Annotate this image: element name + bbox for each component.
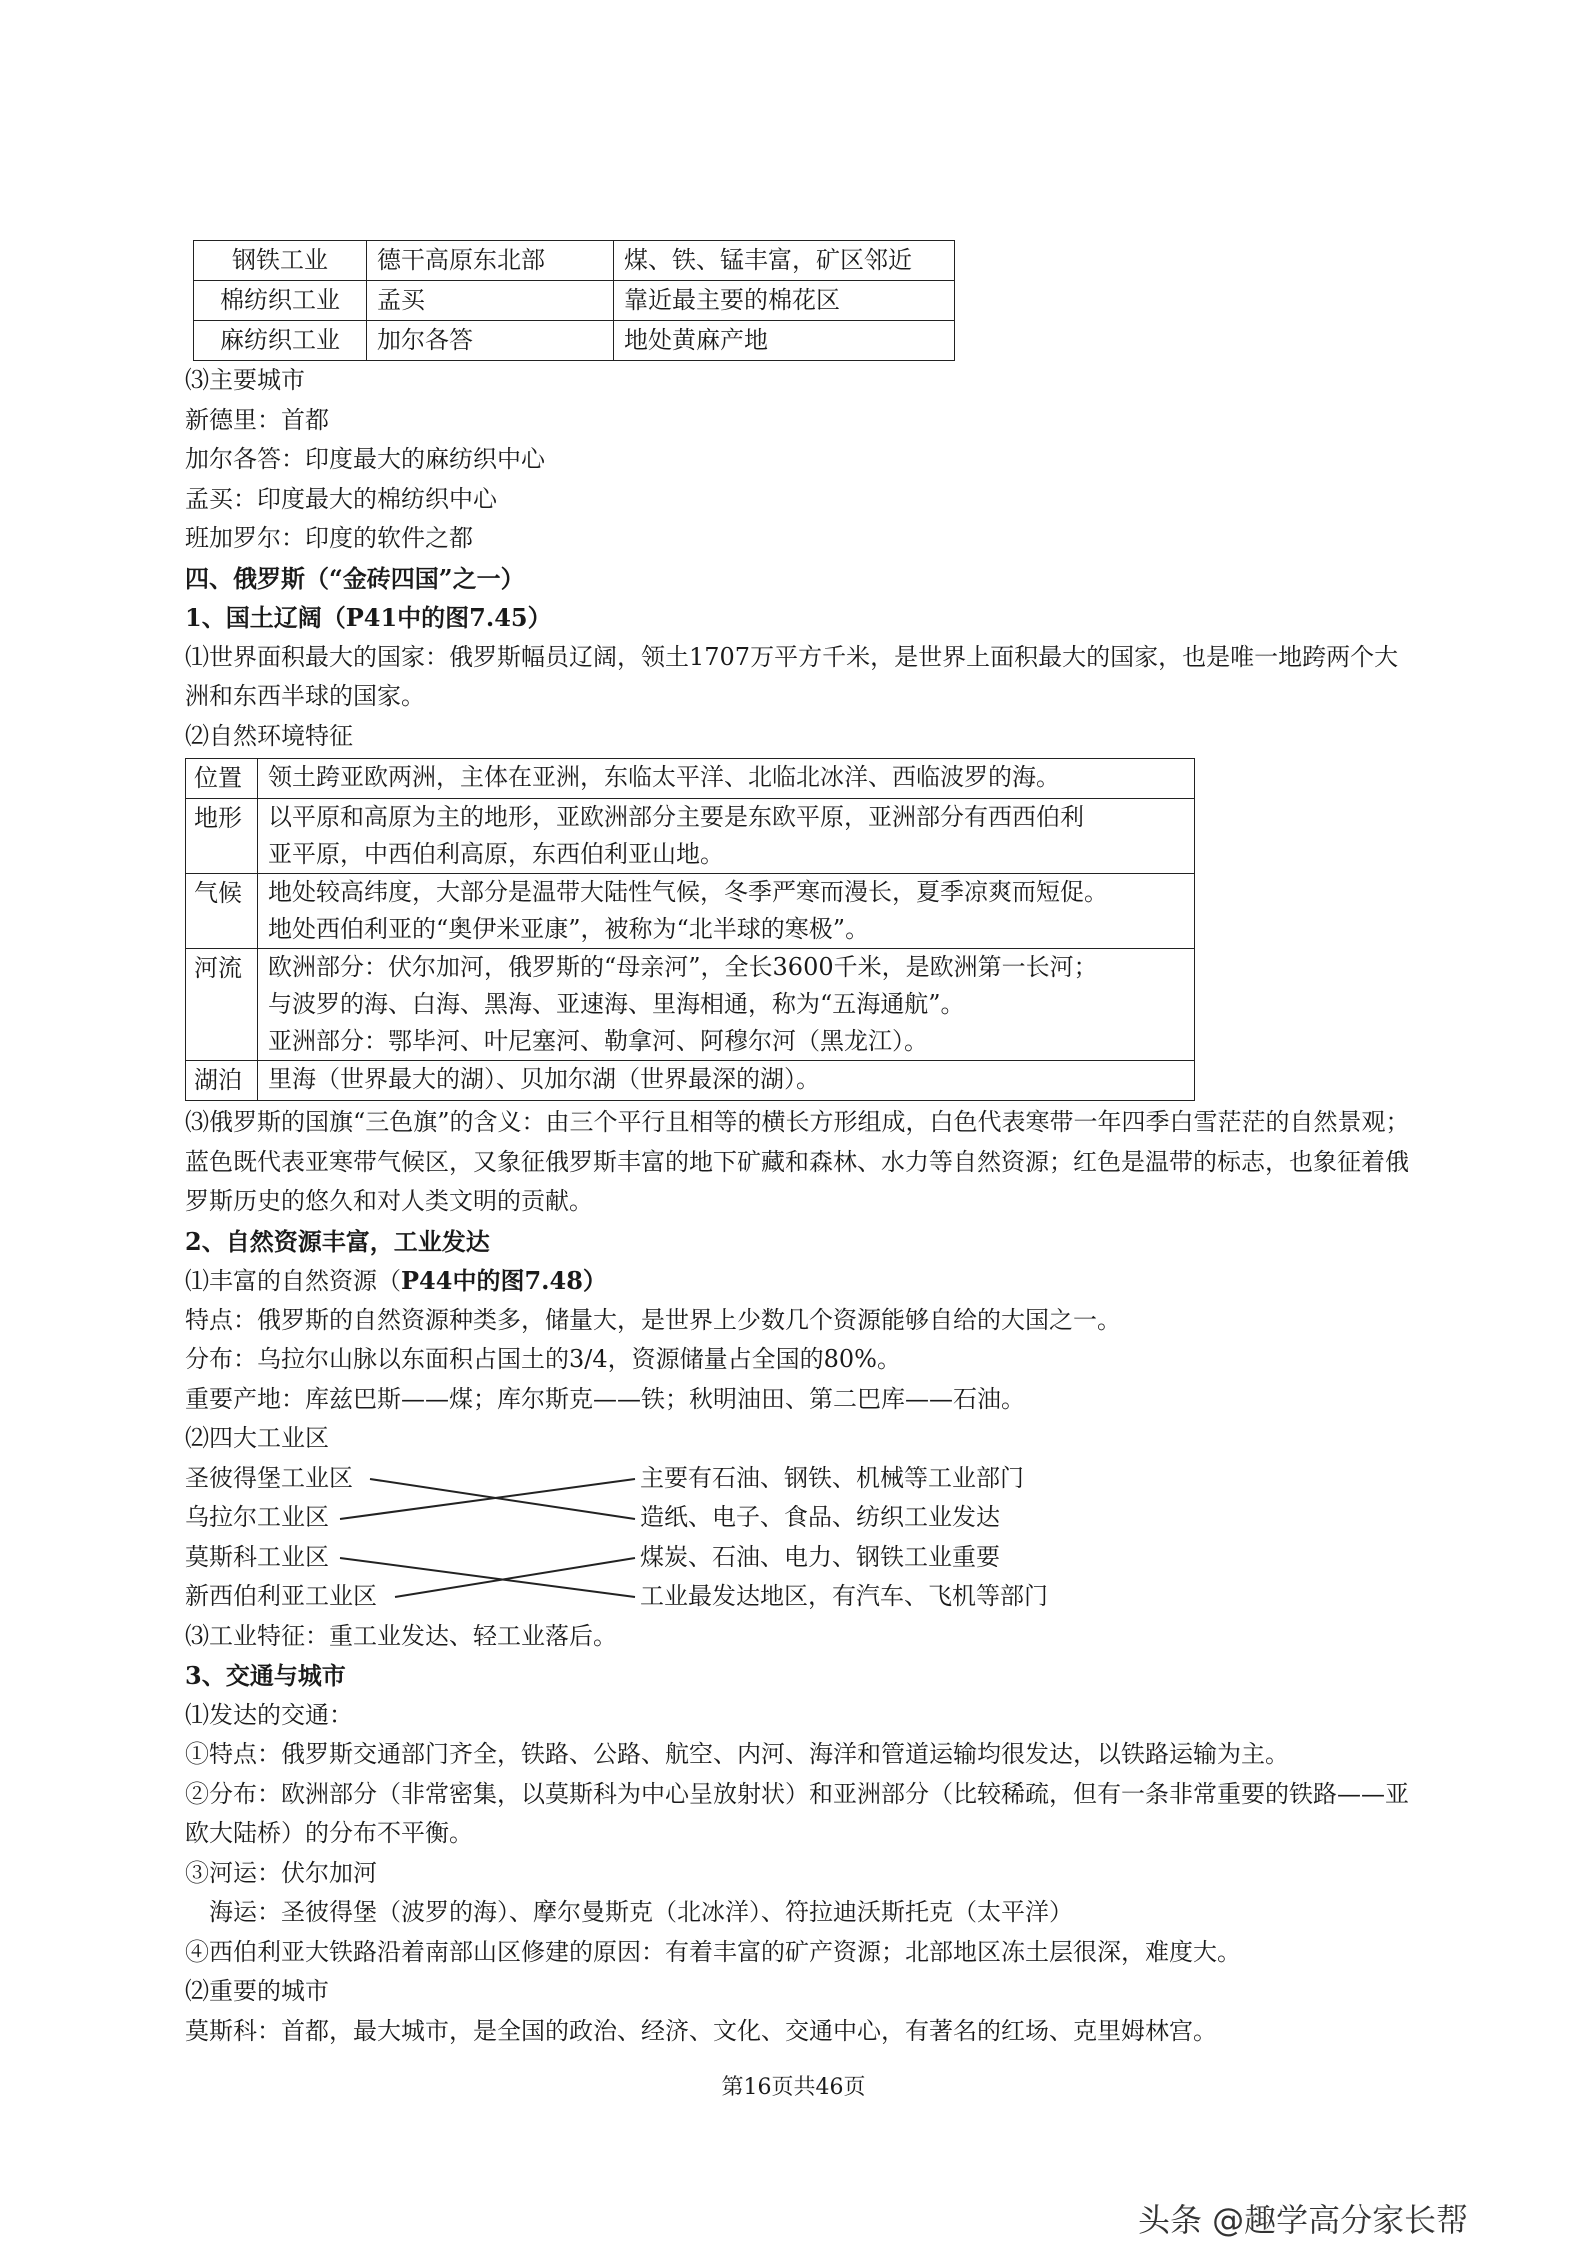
table-cell: 加尔各答	[367, 321, 614, 361]
table-cell: 地处黄麻产地	[614, 321, 955, 361]
row-value	[258, 949, 1195, 1061]
region-feature: 造纸、电子、食品、纺织工业发达	[640, 1503, 1000, 1531]
russia-environment-table	[185, 758, 1195, 1101]
table-cell: 靠近最主要的棉花区	[614, 281, 955, 321]
city-item: 加尔各答：印度最大的麻纺织中心	[185, 445, 545, 473]
table-cell: 煤、铁、锰丰富，矿区邻近	[614, 241, 955, 281]
table-row	[186, 759, 1195, 799]
table-row	[194, 321, 955, 361]
region-name: 莫斯科工业区	[185, 1542, 329, 1571]
page-footer: 第16页共46页	[721, 2075, 866, 2100]
paragraph: 特点：俄罗斯的自然资源种类多，储量大，是世界上少数几个资源能够自给的大国之一。	[185, 1305, 1121, 1334]
row-key: 气候	[186, 874, 258, 949]
paragraph: 海运：圣彼得堡（波罗的海）、摩尔曼斯克（北冰洋）、符拉迪沃斯托克（太平洋）	[209, 1898, 1073, 1926]
region-feature: 工业最发达地区，有汽车、飞机等部门	[640, 1582, 1048, 1610]
subsection-title: 1、国土辽阔（P41中的图7.45）	[185, 603, 552, 632]
row-key: 地形	[186, 799, 258, 874]
table-row	[186, 799, 1195, 874]
industrial-regions-matching	[185, 1459, 1410, 1617]
paragraph: ⑵四大工业区	[185, 1424, 329, 1452]
paragraph: ①特点：俄罗斯交通部门齐全，铁路、公路、航空、内河、海洋和管道运输均很发达，以铁路运输为主。	[185, 1740, 1289, 1768]
city-item: 孟买：印度最大的棉纺织中心	[185, 484, 497, 513]
row-key: 湖泊	[186, 1061, 258, 1101]
paragraph: ⑶工业特征：重工业发达、轻工业落后。	[185, 1621, 617, 1650]
subsection-title: 3、交通与城市	[185, 1661, 346, 1690]
paragraph: ④西伯利亚大铁路沿着南部山区修建的原因：有着丰富的矿产资源；北部地区冻土层很深，难度大。	[185, 1937, 1241, 1966]
cell-line: 亚洲部分：鄂毕河、叶尼塞河、勒拿河、阿穆尔河（黑龙江）。	[268, 1027, 928, 1055]
table-cell: 钢铁工业	[194, 241, 367, 281]
paragraph: ②分布：欧洲部分（非常密集，以莫斯科为中心呈放射状）和亚洲部分（比较稀疏，但有一条非常重要的铁路——亚欧大陆桥）的分布不平衡。	[185, 1779, 1409, 1847]
cell-line: 以平原和高原为主的地形，亚欧洲部分主要是东欧平原，亚洲部分有西西伯利	[268, 803, 1084, 831]
table-cell: 棉纺织工业	[194, 281, 367, 321]
row-value	[258, 759, 1195, 799]
table-row	[194, 241, 955, 281]
table-row	[194, 281, 955, 321]
paragraph: ③河运：伏尔加河	[185, 1858, 377, 1887]
cities-heading: ⑶主要城市	[185, 366, 305, 394]
cell-line: 与波罗的海、白海、黑海、亚速海、里海相通，称为“五海通航”。	[268, 990, 965, 1018]
cell-line: 欧洲部分：伏尔加河，俄罗斯的“母亲河”，全长3600千米，是欧洲第一长河；	[268, 953, 1098, 981]
match-line	[340, 1558, 635, 1597]
paragraph: ⑶俄罗斯的国旗“三色旗”的含义：由三个平行且相等的横长方形组成，白色代表寒带一年四季白雪茫茫的自然景观；蓝色既代表亚寒带气候区，又象征俄罗斯丰富的地下矿藏和森林、水力等自然资源；红色是温带的标志，也象征着俄罗斯历史的悠久和对人类文明的贡献。	[185, 1108, 1410, 1215]
subsection-title: 2、自然资源丰富，工业发达	[185, 1226, 490, 1256]
row-key: 位置	[186, 759, 258, 799]
region-name: 新西伯利亚工业区	[185, 1582, 377, 1610]
table-cell: 孟买	[367, 281, 614, 321]
city-item: 班加罗尔：印度的软件之都	[185, 524, 473, 552]
india-industry-table	[193, 240, 955, 361]
text-run: ⑴丰富的自然资源（	[185, 1267, 401, 1295]
page-content	[185, 240, 1410, 2051]
match-line	[395, 1558, 635, 1597]
paragraph: ⑵自然环境特征	[185, 721, 353, 750]
table-row	[186, 1061, 1195, 1101]
cell-line: 里海（世界最大的湖）、贝加尔湖（世界最深的湖）。	[268, 1065, 820, 1093]
table-row	[186, 874, 1195, 949]
cell-line: 地处西伯利亚的“奥伊米亚康”，被称为“北半球的寒极”。	[268, 915, 870, 943]
cell-line: 地处较高纬度，大部分是温带大陆性气候，冬季严寒而漫长，夏季凉爽而短促。	[268, 878, 1108, 906]
watermark-text: 头条 @趣学高分家长帮	[1138, 2201, 1469, 2239]
row-value	[258, 874, 1195, 949]
table-cell: 德干高原东北部	[367, 241, 614, 281]
cell-line: 亚平原，中西伯利高原，东西伯利亚山地。	[268, 840, 724, 868]
paragraph: ⑴世界面积最大的国家：俄罗斯幅员辽阔，领土1707万平方千米，是世界上面积最大的国家，也是唯一地跨两个大洲和东西半球的国家。	[185, 642, 1399, 710]
region-feature: 煤炭、石油、电力、钢铁工业重要	[640, 1542, 1000, 1571]
paragraph: ⑵重要的城市	[185, 1977, 329, 2005]
table-row	[186, 949, 1195, 1061]
region-feature: 主要有石油、钢铁、机械等工业部门	[640, 1463, 1024, 1492]
paragraph	[185, 1261, 1410, 1301]
region-name: 圣彼得堡工业区	[185, 1463, 353, 1492]
cell-line: 领土跨亚欧两洲，主体在亚洲，东临太平洋、北临北冰洋、西临波罗的海。	[268, 763, 1060, 791]
paragraph: 重要产地：库兹巴斯——煤；库尔斯克——铁；秋明油田、第二巴库——石油。	[185, 1384, 1025, 1413]
table-cell: 麻纺织工业	[194, 321, 367, 361]
row-value	[258, 799, 1195, 874]
paragraph: 莫斯科：首都，最大城市，是全国的政治、经济、文化、交通中心，有著名的红场、克里姆林宫。	[185, 2016, 1217, 2045]
figure-reference: P44中的图7.48）	[401, 1266, 607, 1295]
row-value	[258, 1061, 1195, 1101]
paragraph: 分布：乌拉尔山脉以东面积占国土的3/4，资源储量占全国的80%。	[185, 1345, 901, 1373]
row-key: 河流	[186, 949, 258, 1061]
city-item: 新德里：首都	[185, 405, 329, 434]
region-name: 乌拉尔工业区	[185, 1503, 329, 1531]
section-title: 四、俄罗斯（“金砖四国”之一）	[185, 563, 525, 593]
paragraph: ⑴发达的交通：	[185, 1700, 353, 1729]
